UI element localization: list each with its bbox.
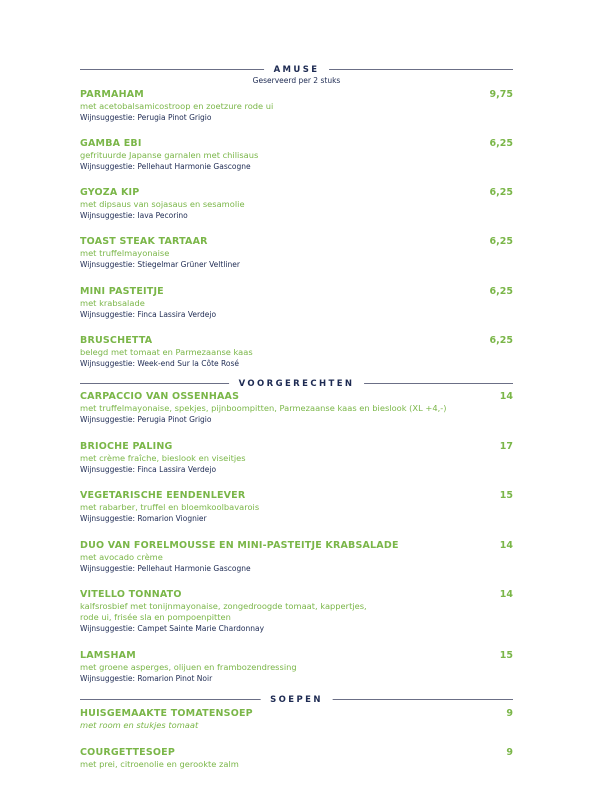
- wine-suggestion: Wijnsuggestie: Pellehaut Harmonie Gascogne: [80, 162, 251, 171]
- dish-price: 15: [499, 650, 513, 661]
- menu-section-soepen: [80, 694, 513, 706]
- dish-description: met truffelmayonaise, spekjes, pijnboompitten, Parmezaanse kaas en bieslook (XL +4,-): [80, 403, 447, 413]
- menu-item-header: [80, 137, 513, 150]
- dish-description: rode ui, frisée sla en pompoenpitten: [80, 612, 231, 622]
- menu-item: [80, 649, 513, 684]
- dish-description: gefrituurde Japanse garnalen met chilisaus: [80, 150, 259, 160]
- dish-description: met dipsaus van sojasaus en sesamolie: [80, 199, 245, 209]
- dish-price: 6,25: [489, 236, 513, 247]
- dish-price: 9,75: [489, 89, 513, 100]
- dish-description: met crème fraîche, bieslook en viseitjes: [80, 453, 246, 463]
- menu-item-header: [80, 235, 513, 248]
- dish-description: kalfsrosbief met tonijnmayonaise, zongedroogde tomaat, kappertjes,: [80, 601, 367, 611]
- dish-name: GAMBA EBI: [80, 138, 142, 149]
- menu-item-header: [80, 649, 513, 662]
- dish-name: CARPACCIO VAN OSSENHAAS: [80, 391, 240, 402]
- menu-section-voorgerechten: [80, 378, 513, 390]
- menu-item: [80, 235, 513, 270]
- section-header: [80, 694, 513, 706]
- wine-suggestion: Wijnsuggestie: Campet Sainte Marie Chardonnay: [80, 624, 265, 633]
- dish-name: LAMSHAM: [80, 650, 136, 661]
- wine-suggestion: Wijnsuggestie: Romarion Viognier: [80, 514, 207, 523]
- menu-item-header: [80, 489, 513, 502]
- dish-name: MINI PASTEITJE: [80, 286, 164, 297]
- dish-description: met prei, citroenolie en gerookte zalm: [80, 759, 239, 769]
- menu-item: [80, 390, 513, 425]
- menu-item: [80, 489, 513, 524]
- menu-item: [80, 440, 513, 475]
- section-title: SOEPEN: [260, 694, 333, 706]
- menu-item: [80, 707, 513, 731]
- dish-name: GYOZA KIP: [80, 187, 140, 198]
- wine-suggestion: Wijnsuggestie: Pellehaut Harmonie Gascogne: [80, 564, 251, 573]
- menu-item-header: [80, 588, 513, 601]
- menu-item-header: [80, 186, 513, 199]
- dish-description: met truffelmayonaise: [80, 248, 170, 258]
- dish-price: 15: [499, 490, 513, 501]
- menu-item-header: [80, 390, 513, 403]
- section-header: [80, 64, 513, 76]
- dish-name: BRIOCHE PALING: [80, 441, 173, 452]
- dish-name: BRUSCHETTA: [80, 335, 153, 346]
- dish-description: met avocado crème: [80, 552, 163, 562]
- dish-price: 6,25: [489, 286, 513, 297]
- menu-section-amuse: [80, 64, 513, 86]
- wine-suggestion: Wijnsuggestie: Iava Pecorino: [80, 211, 188, 220]
- dish-name: TOAST STEAK TARTAAR: [80, 236, 208, 247]
- dish-price: 9: [506, 708, 513, 719]
- dish-name: DUO VAN FORELMOUSSE EN MINI-PASTEITJE KRABSALADE: [80, 540, 399, 551]
- dish-price: 6,25: [489, 335, 513, 346]
- dish-description: met acetobalsamicostroop en zoetzure rode ui: [80, 101, 274, 111]
- section-subtitle: Geserveerd per 2 stuks: [252, 76, 341, 85]
- menu-item: [80, 588, 513, 634]
- section-header: [80, 378, 513, 390]
- menu-item-header: [80, 707, 513, 720]
- dish-name: COURGETTESOEP: [80, 747, 176, 758]
- dish-price: 6,25: [489, 138, 513, 149]
- menu-item-header: [80, 440, 513, 453]
- menu-item-header: [80, 88, 513, 101]
- menu-item: [80, 186, 513, 221]
- menu-item: [80, 88, 513, 123]
- wine-suggestion: Wijnsuggestie: Perugia Pinot Grigio: [80, 415, 212, 424]
- dish-description: met krabsalade: [80, 298, 145, 308]
- dish-price: 9: [506, 747, 513, 758]
- section-title: AMUSE: [264, 64, 330, 76]
- dish-price: 14: [499, 589, 513, 600]
- dish-description: met room en stukjes tomaat: [80, 720, 199, 730]
- dish-name: HUISGEMAAKTE TOMATENSOEP: [80, 708, 253, 719]
- menu-item-header: [80, 746, 513, 759]
- dish-description: met groene asperges, olijuen en frambozendressing: [80, 662, 297, 672]
- dish-description: met rabarber, truffel en bloemkoolbavarois: [80, 502, 260, 512]
- section-title: VOORGERECHTEN: [229, 378, 365, 390]
- menu-item: [80, 334, 513, 369]
- menu-item: [80, 137, 513, 172]
- menu-item-header: [80, 285, 513, 298]
- dish-description: belegd met tomaat en Parmezaanse kaas: [80, 347, 253, 357]
- dish-price: 6,25: [489, 187, 513, 198]
- menu-item: [80, 285, 513, 320]
- wine-suggestion: Wijnsuggestie: Romarion Pinot Noir: [80, 674, 213, 683]
- dish-price: 17: [499, 441, 513, 452]
- dish-price: 14: [499, 540, 513, 551]
- menu-item: [80, 539, 513, 574]
- wine-suggestion: Wijnsuggestie: Week-end Sur la Côte Rosé: [80, 359, 239, 368]
- wine-suggestion: Wijnsuggestie: Finca Lassira Verdejo: [80, 465, 217, 474]
- dish-name: VITELLO TONNATO: [80, 589, 182, 600]
- dish-name: PARMAHAM: [80, 89, 144, 100]
- dish-price: 14: [499, 391, 513, 402]
- menu-item-header: [80, 334, 513, 347]
- wine-suggestion: Wijnsuggestie: Stiegelmar Grüner Veltliner: [80, 260, 240, 269]
- wine-suggestion: Wijnsuggestie: Perugia Pinot Grigio: [80, 113, 212, 122]
- wine-suggestion: Wijnsuggestie: Finca Lassira Verdejo: [80, 310, 217, 319]
- menu-item-header: [80, 539, 513, 552]
- menu-item: [80, 746, 513, 770]
- dish-name: VEGETARISCHE EENDENLEVER: [80, 490, 246, 501]
